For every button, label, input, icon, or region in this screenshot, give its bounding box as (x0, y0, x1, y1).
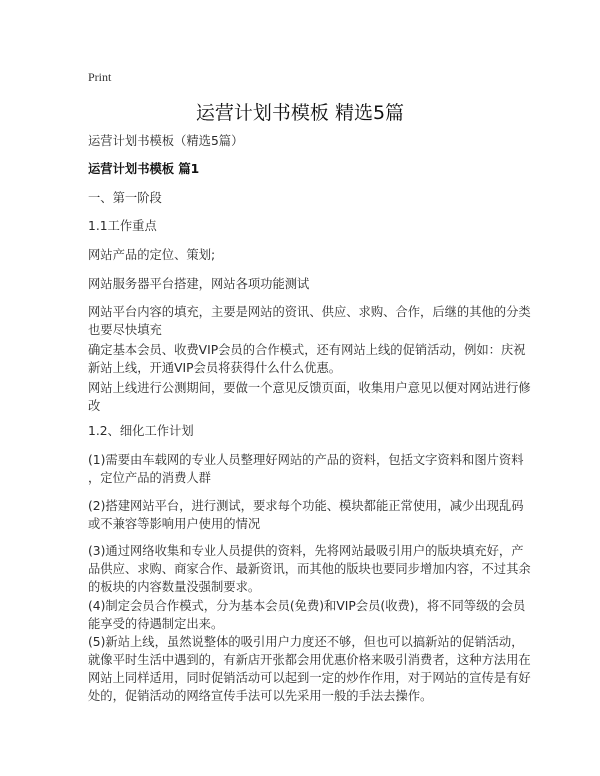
paragraph (88, 379, 531, 415)
paragraph (88, 542, 531, 596)
paragraph-line: 1.1工作重点 (88, 219, 157, 233)
paragraph-line: (5)新站上线，虽然说整体的吸引用户力度还不够，但也可以搞新站的促销活动， (88, 635, 524, 649)
document-title: 运营计划书模板 精选5篇 (195, 102, 405, 124)
print-link[interactable]: Print (88, 70, 112, 84)
paragraph (88, 633, 531, 705)
paragraph (88, 303, 531, 339)
paragraph (88, 217, 528, 235)
paragraph-line: 1.2、细化工作计划 (88, 424, 194, 438)
paragraph-line: (4)制定会员合作模式，分为基本会员(免费)和VIP会员(收费)，将不同等级的会员 (88, 599, 526, 613)
paragraph-line: 确定基本会员、收费VIP会员的合作模式，还有网站上线的促销活动，例如：庆祝 (88, 343, 526, 357)
paragraph-line: 网站产品的定位、策划; (88, 248, 216, 262)
paragraph-line: 网站上线进行公测期间，要做一个意见反馈页面，收集用户意见以便对网站进行修 (88, 381, 531, 395)
paragraph-line: 能享受的待遇制定出来。 (88, 617, 224, 631)
section-heading (88, 160, 528, 178)
paragraph (88, 597, 528, 633)
paragraph-line: 运营计划书模板（精选5篇） (88, 134, 244, 148)
paragraph (88, 275, 528, 293)
paragraph-line: 的板块的内容数量没强制要求。 (88, 580, 261, 594)
paragraph-line: (1)需要由车载网的专业人员整理好网站的产品的资料，包括文字资料和图片资料 (88, 453, 524, 467)
paragraph-line: 网站服务器平台搭建，网站各项功能测试 (88, 277, 310, 291)
paragraph-line: 处的，促销活动的网络宣传手法可以先采用一般的手法去操作。 (88, 689, 433, 703)
paragraph (88, 341, 528, 377)
paragraph-line: ，定位产品的消费人群 (88, 471, 211, 485)
paragraph (88, 189, 528, 207)
paragraph (88, 497, 528, 533)
paragraph-line: 新站上线，开通VIP会员将获得什么什么优惠。 (88, 361, 342, 375)
paragraph (88, 132, 528, 150)
paragraph-line: 改 (88, 399, 101, 413)
paragraph (88, 422, 528, 440)
paragraph-line: 网站平台内容的填充，主要是网站的资讯、供应、求购、合作，后继的其他的分类 (88, 305, 531, 319)
paragraph-line: 运营计划书模板 篇1 (88, 162, 200, 176)
paragraph (88, 451, 528, 487)
paragraph-line: (2)搭建网站平台，进行测试，要求每个功能、模块都能正常使用，减少出现乱码 (88, 499, 524, 513)
paragraph-line: 一、第一阶段 (88, 191, 162, 205)
paragraph-line: 网站上同样适用，同时促销活动可以起到一定的炒作作用，对于网站的宣传是有好 (88, 671, 531, 685)
paragraph-line: 或不兼容等影响用户使用的情况 (88, 517, 261, 531)
paragraph-line: 品供应、求购、商家合作、最新资讯，而其他的版块也要同步增加内容，不过其余 (88, 562, 531, 576)
paragraph-line: (3)通过网络收集和专业人员提供的资料，先将网站最吸引用户的版块填充好，产 (88, 544, 524, 558)
paragraph (88, 246, 528, 264)
paragraph-line: 就像平时生活中遇到的，有新店开张都会用优惠价格来吸引消费者，这种方法用在 (88, 653, 531, 667)
paragraph-line: 也要尽快填充 (88, 323, 162, 337)
